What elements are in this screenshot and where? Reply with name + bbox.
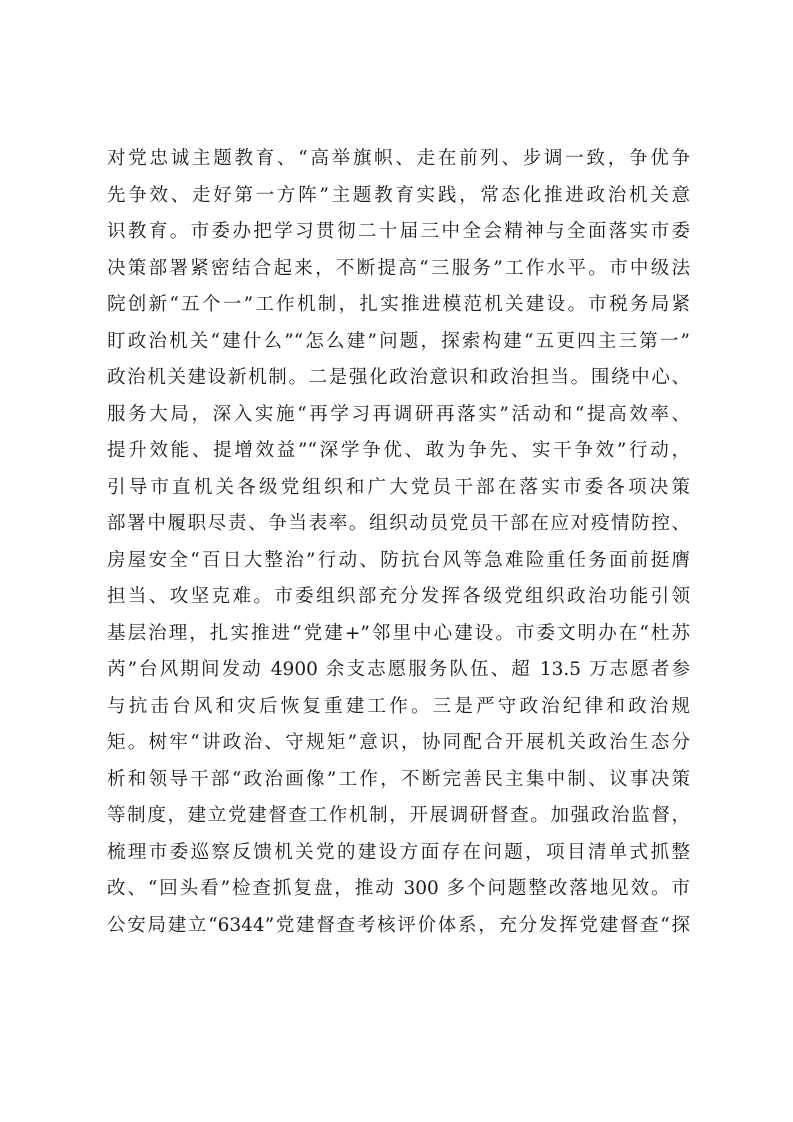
text-line-15: 芮”台风期间发动 4900 余支志愿服务队伍、超 13.5 万志愿者参 (107, 659, 690, 680)
text-line-7: 政治机关建设新机制。二是强化政治意识和政治担当。围绕中心、 (107, 367, 690, 388)
text-line-6: 盯政治机关“建什么”“怎么建”问题，探索构建“五更四主三第一” (107, 330, 690, 352)
text-line-18: 析和领导干部“政治画像”工作，不断完善民主集中制、议事决策 (107, 768, 690, 790)
text-line-13: 担当、攻坚克难。市委组织部充分发挥各级党组织政治功能引领 (107, 586, 690, 607)
text-line-8: 服务大局，深入实施“再学习再调研再落实”活动和“提高效率、 (107, 403, 690, 425)
text-line-16: 与抗击台风和灾后恢复重建工作。三是严守政治纪律和政治规 (107, 695, 690, 717)
text-line-2: 先争效、走好第一方阵”主题教育实践，常态化推进政治机关意 (107, 184, 690, 206)
text-line-19: 等制度，建立党建督查工作机制，开展调研督查。加强政治监督， (107, 805, 690, 826)
text-line-17: 矩。树牢“讲政治、守规矩”意识，协同配合开展机关政治生态分 (107, 732, 690, 753)
body-paragraph (107, 141, 690, 944)
text-line-12: 房屋安全“百日大整治”行动、防抗台风等急难险重任务面前挺膺 (107, 549, 690, 571)
text-line-5: 院创新“五个一”工作机制，扎实推进模范机关建设。市税务局紧 (107, 294, 690, 315)
text-line-9: 提升效能、提增效益”“深学争优、敢为争先、实干争效”行动， (107, 440, 690, 461)
text-line-1: 对党忠诚主题教育、“高举旗帜、走在前列、步调一致，争优争 (107, 148, 690, 169)
text-line-3: 识教育。市委办把学习贯彻二十届三中全会精神与全面落实市委 (107, 221, 690, 242)
text-line-14: 基层治理，扎实推进“党建+”邻里中心建设。市委文明办在“杜苏 (107, 622, 690, 644)
text-line-11: 部署中履职尽责、争当表率。组织动员党员干部在应对疫情防控、 (107, 513, 690, 534)
text-line-21: 改、“回头看”检查抓复盘，推动 300 多个问题整改落地见效。市 (107, 878, 690, 899)
text-line-22: 公安局建立“6344”党建督查考核评价体系，充分发挥党建督查“探 (107, 914, 690, 936)
text-line-4: 决策部署紧密结合起来，不断提高“三服务”工作水平。市中级法 (107, 257, 690, 279)
text-line-20: 梳理市委巡察反馈机关党的建设方面存在问题，项目清单式抓整 (107, 841, 690, 863)
text-line-10: 引导市直机关各级党组织和广大党员干部在落实市委各项决策 (107, 476, 690, 498)
